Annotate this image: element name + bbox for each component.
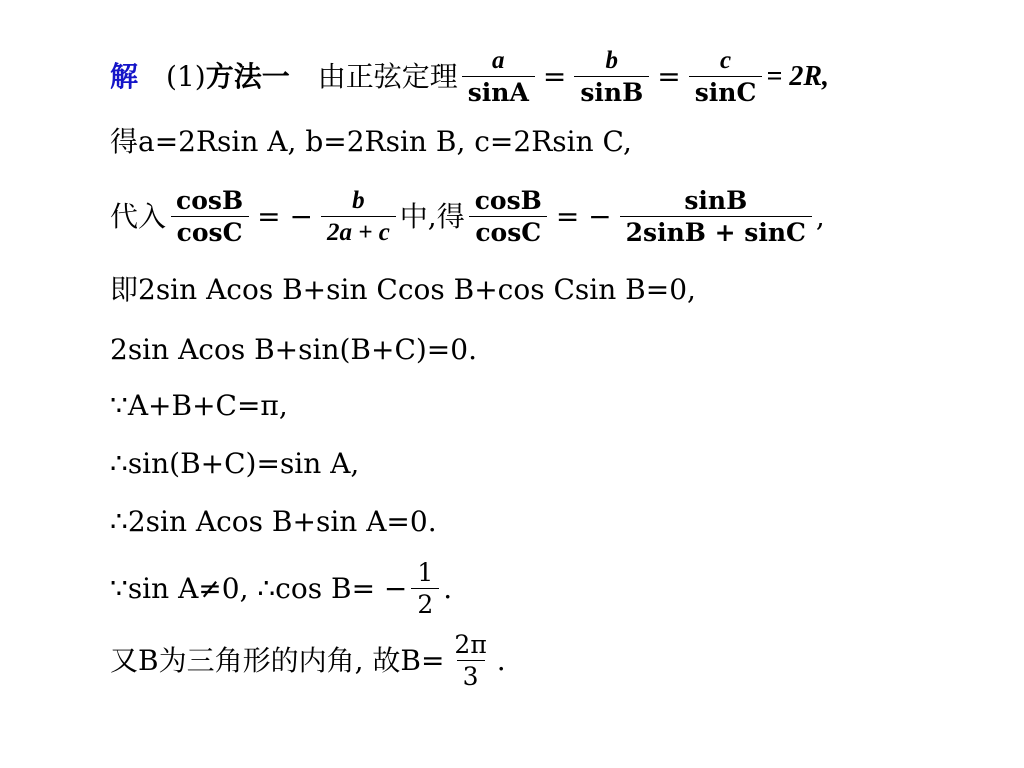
line-7: ∴sin(B+C)=sin A,	[110, 447, 360, 480]
fraction-sinb-over-2sinb-plus-sinc: $\frac{\sin B}{2\sin B + \sin C}$	[620, 188, 812, 245]
fraction-a-over-sina: $\frac{a}{\sin A}$	[462, 48, 535, 105]
line-2: 得a=2Rsin A, b=2Rsin B, c=2Rsin C,	[110, 125, 632, 158]
line-1: 解 (1) 方法一 由正弦定理 $\frac{a}{\sin A}$ = $\frac{b}{\sin B}$ = $\frac{c}{\sin C}$ = 2R,	[110, 47, 829, 107]
substitute-label: 代入	[110, 199, 167, 233]
line-4: 即2sin Acos B+sin Ccos B+cos Csin B=0,	[110, 273, 696, 306]
line-5: 2sin Acos B+sin(B+C)=0.	[110, 333, 477, 366]
line-9: ∵sin A≠0, ∴cos B= − $\frac{1}{2}$ .	[110, 558, 453, 619]
cos-b-text: ∵sin A≠0, ∴cos B= −	[110, 571, 408, 605]
fraction-b-over-sinb: $\frac{b}{\sin B}$	[574, 48, 649, 105]
part-label: (1)	[166, 59, 206, 93]
fraction-cosb-over-cosc: $\frac{\cos B}{\cos C}$	[170, 188, 249, 245]
fraction-c-over-sinc: $\frac{c}{\sin C}$	[689, 48, 763, 105]
line-8: ∴2sin Acos B+sin A=0.	[110, 505, 437, 538]
fraction-one-half: $\frac{1}{2}$	[411, 560, 439, 617]
conclusion-text: 又B为三角形的内角, 故B=	[110, 643, 445, 677]
line-3: 代入 $\frac{\cos B}{\cos C}$ = − $\frac{b}{2a + c}$ 中,得 $\frac{\cos B}{\cos C}$ = − $\frac{\sin B}{2\sin B + \sin C}$ ,	[110, 186, 825, 247]
solution-label: 解	[110, 59, 139, 93]
fraction-2pi-over-3: $\frac{2\pi}{3}$	[454, 630, 487, 691]
fraction-b-over-2a-plus-c: $\frac{b}{2a + c}$	[321, 188, 396, 245]
fraction-cosb-over-cosc-2: $\frac{\cos B}{\cos C}$	[469, 188, 548, 245]
intro-text: 由正弦定理	[317, 59, 458, 93]
line-6: ∵A+B+C=π,	[110, 389, 288, 422]
middle-text: 中,得	[399, 199, 465, 233]
fraction-rhs: = 2R,	[766, 60, 829, 92]
line-10: 又B为三角形的内角, 故B= $\frac{2\pi}{3}$ .	[110, 630, 506, 691]
method-label: 方法一	[205, 59, 290, 93]
